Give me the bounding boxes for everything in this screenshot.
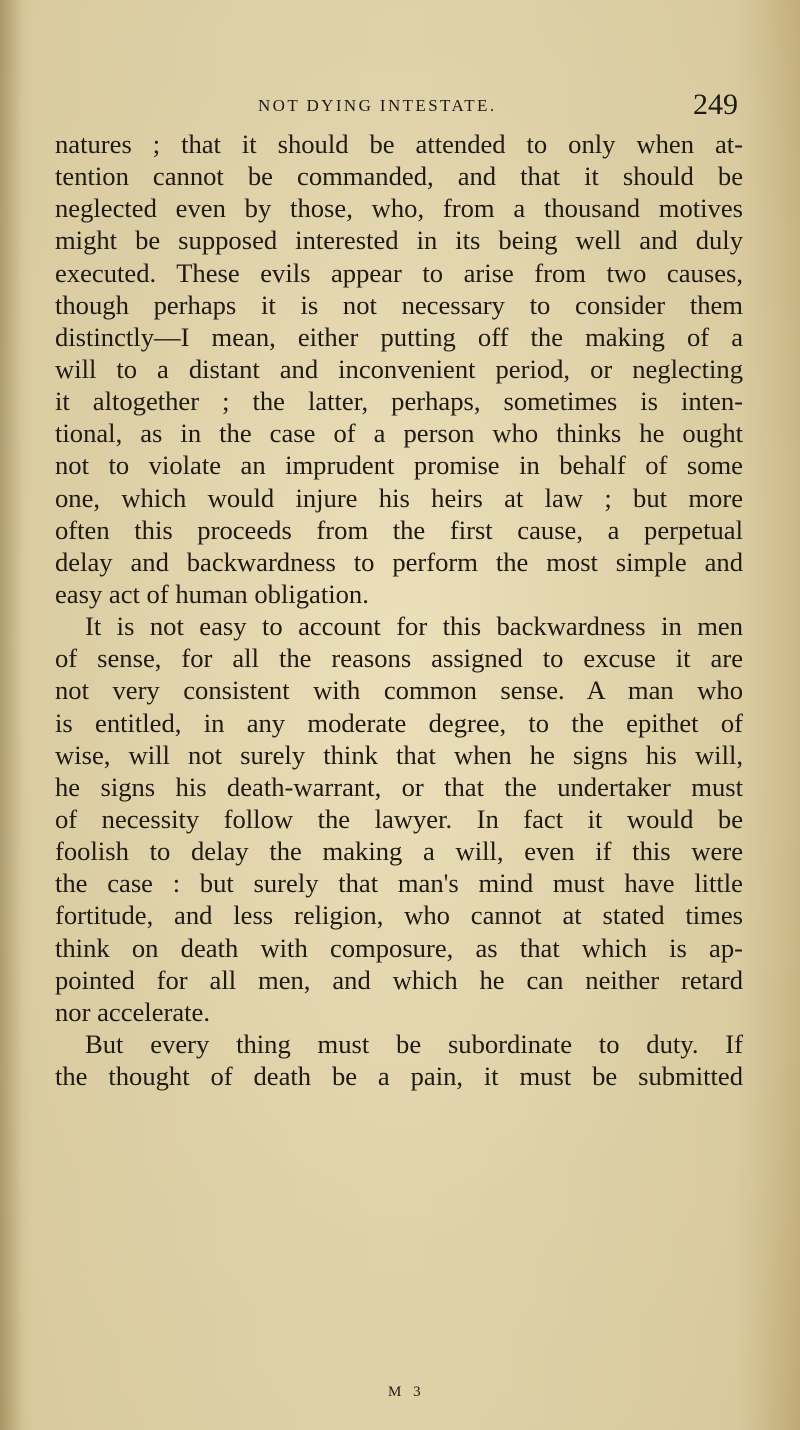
text-line: though perhaps it is not necessary to consider them	[55, 289, 743, 320]
text-line: he signs his death-warrant, or that the undertaker must	[55, 771, 743, 802]
running-head: NOT DYING INTESTATE.	[258, 96, 497, 115]
text-line: tention cannot be commanded, and that it should be	[55, 161, 743, 192]
text-line: delay and backwardness to perform the most simple and	[55, 546, 743, 577]
text-line: executed. These evils appear to arise from two causes,	[55, 257, 743, 288]
text-line: fortitude, and less religion, who cannot at stated times	[55, 900, 743, 931]
text-line: will to a distant and inconvenient period, or neglecting	[55, 353, 743, 384]
text-line: one, which would injure his heirs at law ; but more	[55, 482, 743, 513]
page-number: 249	[693, 88, 738, 121]
text-line: not to violate an imprudent promise in behalf of some	[55, 450, 743, 481]
text-line: of sense, for all the reasons assigned to excuse it are	[55, 643, 743, 674]
text-line: often this proceeds from the first cause, a perpetual	[55, 514, 743, 545]
text-line: of necessity follow the lawyer. In fact it would be	[55, 803, 743, 834]
paragraph-start-line: It is not easy to account for this backwardness in men	[85, 611, 743, 642]
text-line: foolish to delay the making a will, even if this were	[55, 836, 743, 867]
text-line: is entitled, in any moderate degree, to the epithet of	[55, 707, 743, 738]
text-line: easy act of human obligation.	[55, 578, 369, 609]
text-line: natures ; that it should be attended to only when at-	[55, 129, 743, 159]
text-line: the case : but surely that man's mind must have little	[55, 868, 743, 899]
text-line: wise, will not surely think that when he signs his will,	[55, 739, 743, 770]
text-line: not very consistent with common sense. A man who	[55, 675, 743, 706]
body-text	[55, 128, 743, 1092]
text-line: nor accelerate.	[55, 996, 211, 1027]
text-line: might be supposed interested in its being well and duly	[55, 225, 743, 256]
text-line: the thought of death be a pain, it must be submitted	[55, 1061, 743, 1092]
paragraph-start-line: But every thing must be subordinate to duty. If	[85, 1028, 743, 1059]
text-line: distinctly—I mean, either putting off the making of a	[55, 321, 743, 352]
text-line: neglected even by those, who, from a thousand motives	[55, 193, 743, 224]
signature-mark: M 3	[388, 1384, 425, 1400]
text-line: pointed for all men, and which he can neither retard	[55, 964, 743, 995]
spine-shadow	[0, 0, 22, 1430]
text-line: it altogether ; the latter, perhaps, sometimes is inten-	[55, 386, 743, 417]
text-line: tional, as in the case of a person who thinks he ought	[55, 418, 743, 449]
text-line: think on death with composure, as that which is ap-	[55, 932, 743, 963]
page-header	[258, 88, 738, 128]
